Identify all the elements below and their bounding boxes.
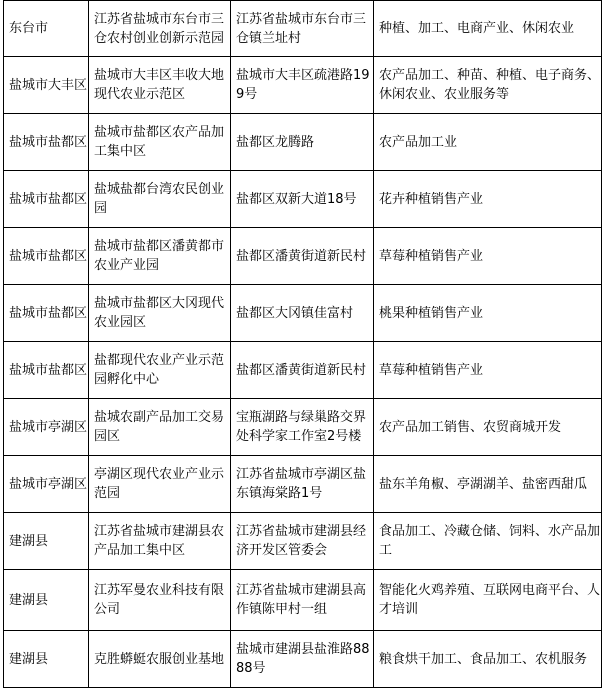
area-cell: 建湖县 xyxy=(4,513,89,570)
area-cell: 建湖县 xyxy=(4,631,89,688)
address-cell: 江苏省盐城市建湖县高作镇陈甲村一组 xyxy=(231,570,374,631)
table-row xyxy=(4,171,602,228)
industry-cell: 草莓种植销售产业 xyxy=(374,342,602,399)
industry-cell: 农产品加工、种苗、种植、电子商务、休闲农业、农业服务等 xyxy=(374,57,602,114)
industry-cell: 粮食烘干加工、食品加工、农机服务 xyxy=(374,631,602,688)
address-cell: 宝瓶湖路与绿巢路交界处科学家工作室2号楼 xyxy=(231,399,374,456)
table-row xyxy=(4,285,602,342)
area-cell: 盐城市盐都区 xyxy=(4,228,89,285)
area-cell: 盐城市盐都区 xyxy=(4,114,89,171)
area-cell: 东台市 xyxy=(4,1,89,57)
industry-cell: 农产品加工销售、农贸商城开发 xyxy=(374,399,602,456)
address-cell: 盐都区潘黄街道新民村 xyxy=(231,228,374,285)
table-row xyxy=(4,513,602,570)
industry-cell: 花卉种植销售产业 xyxy=(374,171,602,228)
area-cell: 盐城市大丰区 xyxy=(4,57,89,114)
industry-cell: 盐东羊角椒、亭湖湖羊、盐密西甜瓜 xyxy=(374,456,602,513)
address-cell: 盐城市建湖县盐淮路8888号 xyxy=(231,631,374,688)
park-name-cell: 盐城市盐都区农产品加工集中区 xyxy=(89,114,231,171)
address-cell: 盐都区潘黄街道新民村 xyxy=(231,342,374,399)
table-row xyxy=(4,342,602,399)
park-table-body xyxy=(4,1,602,688)
address-cell: 江苏省盐城市建湖县经济开发区管委会 xyxy=(231,513,374,570)
address-cell: 江苏省盐城市东台市三仓镇兰址村 xyxy=(231,1,374,57)
park-name-cell: 盐城市盐都区潘黄都市农业产业园 xyxy=(89,228,231,285)
address-cell: 江苏省盐城市亭湖区盐东镇海棠路1号 xyxy=(231,456,374,513)
park-table xyxy=(3,0,602,688)
table-row xyxy=(4,1,602,57)
table-row xyxy=(4,631,602,688)
table-row xyxy=(4,570,602,631)
area-cell: 建湖县 xyxy=(4,570,89,631)
park-name-cell: 盐城农副产品加工交易园区 xyxy=(89,399,231,456)
park-name-cell: 盐城市大丰区丰收大地现代农业示范区 xyxy=(89,57,231,114)
park-name-cell: 盐城市盐都区大冈现代农业园区 xyxy=(89,285,231,342)
park-name-cell: 江苏省盐城市建湖县农产品加工集中区 xyxy=(89,513,231,570)
area-cell: 盐城市盐都区 xyxy=(4,342,89,399)
industry-cell: 食品加工、冷藏仓储、饲料、水产品加工 xyxy=(374,513,602,570)
area-cell: 盐城市盐都区 xyxy=(4,171,89,228)
address-cell: 盐都区大冈镇佳富村 xyxy=(231,285,374,342)
industry-cell: 种植、加工、电商产业、休闲农业 xyxy=(374,1,602,57)
table-row xyxy=(4,456,602,513)
table-row xyxy=(4,228,602,285)
park-name-cell: 江苏省盐城市东台市三仓农村创业创新示范园 xyxy=(89,1,231,57)
table-row xyxy=(4,57,602,114)
industry-cell: 智能化火鸡养殖、互联网电商平台、人才培训 xyxy=(374,570,602,631)
park-name-cell: 盐城盐都台湾农民创业园 xyxy=(89,171,231,228)
park-name-cell: 克胜蟒蜓农服创业基地 xyxy=(89,631,231,688)
table-row xyxy=(4,114,602,171)
table-row xyxy=(4,399,602,456)
address-cell: 盐都区龙腾路 xyxy=(231,114,374,171)
address-cell: 盐都区双新大道18号 xyxy=(231,171,374,228)
park-name-cell: 盐都现代农业产业示范园孵化中心 xyxy=(89,342,231,399)
park-name-cell: 江苏军曼农业科技有限公司 xyxy=(89,570,231,631)
area-cell: 盐城市亭湖区 xyxy=(4,456,89,513)
area-cell: 盐城市盐都区 xyxy=(4,285,89,342)
industry-cell: 桃果种植销售产业 xyxy=(374,285,602,342)
address-cell: 盐城市大丰区疏港路199号 xyxy=(231,57,374,114)
industry-cell: 草莓种植销售产业 xyxy=(374,228,602,285)
industry-cell: 农产品加工业 xyxy=(374,114,602,171)
area-cell: 盐城市亭湖区 xyxy=(4,399,89,456)
park-name-cell: 亭湖区现代农业产业示范园 xyxy=(89,456,231,513)
